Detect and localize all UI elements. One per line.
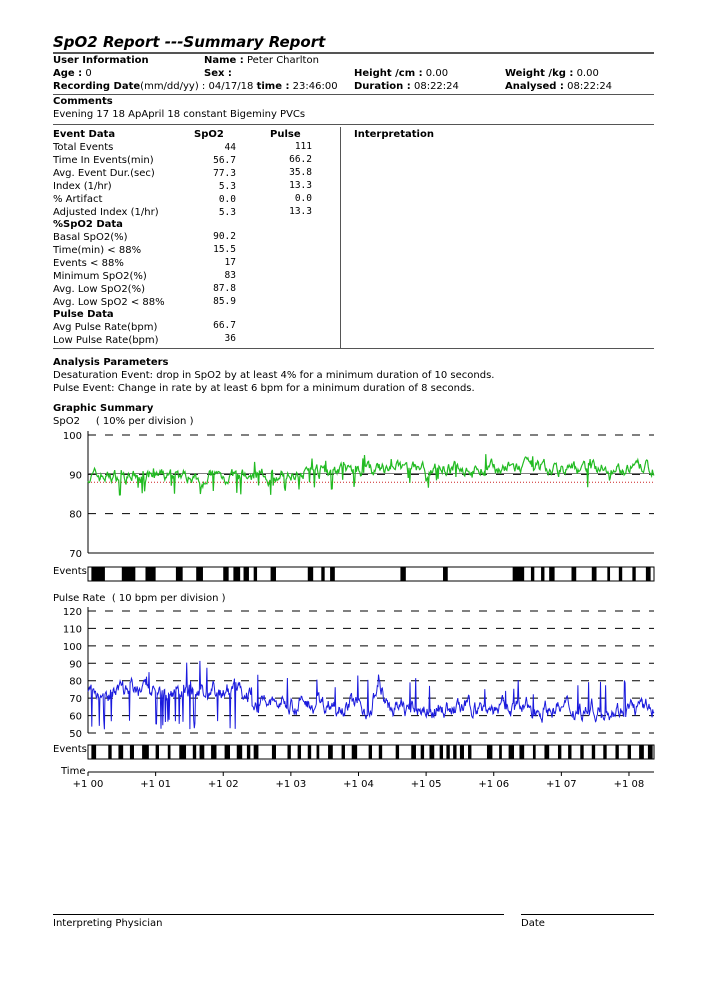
event-row-spo2: 44 <box>224 142 236 153</box>
spo2-events-event-mark <box>646 567 651 581</box>
pulse-row-label: Low Pulse Rate(bpm) <box>53 335 159 346</box>
report-title: SpO2 Report ---Summary Report <box>53 33 326 51</box>
spo2-row-value: 83 <box>224 270 236 281</box>
pulse-events-event-mark <box>179 745 186 759</box>
height-label: Height /cm : <box>354 68 423 79</box>
spo2-events-event-mark <box>400 567 405 581</box>
user-info-heading: User Information <box>53 55 149 66</box>
pulse-events-event-mark <box>487 745 492 759</box>
time-tick-label: +1 07 <box>546 779 577 790</box>
pulse-events-event-mark <box>648 745 653 759</box>
spo2-events-event-mark <box>607 567 610 581</box>
physician-signature-line <box>53 914 504 915</box>
pulse-events-event-mark <box>446 745 449 759</box>
spo2-chart-label: SpO2 <box>53 416 80 427</box>
spo2-events-event-mark <box>244 567 249 581</box>
event-row-pulse: 66.2 <box>289 154 312 165</box>
pulse-events-event-mark <box>142 745 149 759</box>
pulse-events-event-mark <box>200 745 205 759</box>
duration-value: 08:22:24 <box>413 81 459 92</box>
pulse-events-event-mark <box>91 745 96 759</box>
spo2-events-event-mark <box>196 567 203 581</box>
analysed-label: Analysed : <box>505 81 564 92</box>
spo2-events-event-mark <box>308 567 313 581</box>
spo2-events-event-mark <box>321 567 324 581</box>
pulse-row-value: 36 <box>224 333 236 344</box>
pulse-events-event-mark <box>193 745 196 759</box>
pulse-events-event-mark <box>130 745 134 759</box>
spo2-row-label: Basal SpO2(%) <box>53 232 128 243</box>
pulse-events-event-mark <box>544 745 549 759</box>
weight-value: 0.00 <box>576 68 599 79</box>
pulse-events-event-mark <box>317 745 320 759</box>
spo2-data-heading: %SpO2 Data <box>53 219 123 230</box>
comments-text: Evening 17 18 ApApril 18 constant Bigeminy PVCs <box>53 109 306 120</box>
pulse-row-value: 66.7 <box>213 320 236 331</box>
pulse-events-event-mark <box>499 745 502 759</box>
pulse-events-event-mark <box>287 745 290 759</box>
date-signature-line <box>521 914 654 915</box>
time-tick-label: +1 06 <box>478 779 510 790</box>
analysis-heading: Analysis Parameters <box>53 357 169 368</box>
spo2-events-event-mark <box>549 567 554 581</box>
pulse-events-event-mark <box>411 745 416 759</box>
pulse-events-event-mark <box>639 745 644 759</box>
pulse-series-line <box>88 661 654 729</box>
pulse-ytick-label: 60 <box>69 711 82 723</box>
physician-label: Interpreting Physician <box>53 918 163 929</box>
pulse-division-label: ( 10 bpm per division ) <box>111 593 226 604</box>
pulse-chart-label: Pulse Rate <box>53 593 106 604</box>
spo2-events-event-mark <box>254 567 257 581</box>
pulse-events-event-mark <box>168 745 171 759</box>
name-label: Name : <box>204 55 244 66</box>
time-value: 23:46:00 <box>292 81 338 92</box>
time-label: time : <box>256 81 290 92</box>
spo2-events-event-mark <box>541 567 544 581</box>
spo2-ytick-label: 70 <box>69 549 82 560</box>
spo2-events-strip <box>88 567 654 581</box>
pulse-events-event-mark <box>328 745 333 759</box>
event-row-spo2: 0.0 <box>218 194 236 205</box>
pulse-events-event-mark <box>468 745 471 759</box>
event-row-pulse: 13.3 <box>289 180 312 191</box>
pulse-events-event-mark <box>342 745 345 759</box>
spo2-row-label: Time(min) < 88% <box>53 245 142 256</box>
sex-label: Sex : <box>204 68 232 79</box>
pulse-events-event-mark <box>429 745 434 759</box>
spo2-events-event-mark <box>233 567 240 581</box>
time-tick-label: +1 08 <box>613 779 645 790</box>
spo2-events-event-mark <box>513 567 524 581</box>
time-tick-label: +1 05 <box>410 779 442 790</box>
pulse-events-event-mark <box>615 745 618 759</box>
time-tick-label: +1 02 <box>207 779 239 790</box>
date-label: Date <box>521 918 545 929</box>
pulse-events-event-mark <box>237 745 242 759</box>
spo2-events-label: Events <box>53 566 87 577</box>
spo2-row-label: Avg. Low SpO2(%) <box>53 284 145 295</box>
pulse-data-heading: Pulse Data <box>53 309 114 320</box>
time-axis <box>73 772 654 790</box>
event-row-spo2: 77.3 <box>213 168 236 179</box>
event-row-spo2: 5.3 <box>218 181 236 192</box>
event-row-label: Adjusted Index (1/hr) <box>53 207 159 218</box>
pulse-column-header: Pulse <box>270 129 301 140</box>
pulse-events-event-mark <box>603 745 606 759</box>
pulse-events-event-mark <box>211 745 216 759</box>
desaturation-description: Desaturation Event: drop in SpO2 by at least 4% for a minimum duration of 10 seconds. <box>53 370 495 381</box>
event-row-spo2: 5.3 <box>218 207 236 218</box>
pulse-events-event-mark <box>533 745 536 759</box>
pulse-events-event-mark <box>298 745 301 759</box>
pulse-events-event-mark <box>118 745 123 759</box>
event-row-pulse: 35.8 <box>289 167 312 178</box>
pulse-events-event-mark <box>225 745 230 759</box>
recording-date-value: 04/17/18 <box>208 81 254 92</box>
spo2-events-event-mark <box>531 567 534 581</box>
pulse-events-event-mark <box>369 745 372 759</box>
pulse-ytick-label: 120 <box>62 607 82 618</box>
pulse-event-description: Pulse Event: Change in rate by at least 6 bpm for a minimum duration of 8 seconds. <box>53 383 475 394</box>
analysed-value: 08:22:24 <box>567 81 613 92</box>
spo2-ytick-label: 80 <box>69 509 82 521</box>
spo2-events-frame <box>88 567 654 581</box>
recording-date-format: (mm/dd/yy) : <box>140 81 206 92</box>
pulse-events-event-mark <box>352 745 357 759</box>
pulse-events-label: Events <box>53 744 87 755</box>
event-row-label: Total Events <box>53 142 114 153</box>
pulse-events-event-mark <box>453 745 456 759</box>
spo2-row-value: 90.2 <box>213 231 236 242</box>
pulse-events-event-mark <box>272 745 276 759</box>
time-tick-label: +1 03 <box>275 779 307 790</box>
pulse-events-event-mark <box>592 745 595 759</box>
spo2-events-event-mark <box>223 567 228 581</box>
spo2-events-event-mark <box>271 567 276 581</box>
spo2-row-label: Events < 88% <box>53 258 124 269</box>
event-row-label: % Artifact <box>53 194 103 205</box>
event-row-label: Index (1/hr) <box>53 181 112 192</box>
comments-heading: Comments <box>53 96 113 107</box>
pulse-events-event-mark <box>460 745 464 759</box>
pulse-ytick-label: 90 <box>69 659 82 671</box>
pulse-events-event-mark <box>247 745 250 759</box>
pulse-events-event-mark <box>156 745 159 759</box>
pulse-events-event-mark <box>396 745 399 759</box>
graphic-summary-heading: Graphic Summary <box>53 403 154 414</box>
event-row-label: Time In Events(min) <box>53 155 154 166</box>
pulse-events-event-mark <box>580 745 583 759</box>
pulse-ytick-label: 80 <box>69 676 82 688</box>
spo2-row-label: Minimum SpO2(%) <box>53 271 147 282</box>
spo2-ytick-label: 100 <box>62 431 82 442</box>
name-value: Peter Charlton <box>247 55 319 66</box>
pulse-events-event-mark <box>628 745 631 759</box>
event-row-spo2: 56.7 <box>213 155 236 166</box>
age-value: 0 <box>85 68 92 79</box>
event-row-pulse: 13.3 <box>289 206 312 217</box>
spo2-events-event-mark <box>122 567 136 581</box>
spo2-events-event-mark <box>632 567 635 581</box>
spo2-row-value: 85.9 <box>213 296 236 307</box>
pulse-events-event-mark <box>308 745 311 759</box>
pulse-events-event-mark <box>379 745 382 759</box>
spo2-column-header: SpO2 <box>194 129 224 140</box>
spo2-events-event-mark <box>91 567 105 581</box>
time-tick-label: +1 00 <box>72 779 104 790</box>
pulse-events-event-mark <box>558 745 561 759</box>
pulse-ytick-label: 70 <box>69 694 82 706</box>
spo2-events-event-mark <box>443 567 448 581</box>
spo2-events-event-mark <box>592 567 597 581</box>
event-data-heading: Event Data <box>53 129 116 140</box>
pulse-events-event-mark <box>568 745 571 759</box>
pulse-ytick-label: 110 <box>62 624 82 636</box>
pulse-events-event-mark <box>509 745 514 759</box>
event-row-label: Avg. Event Dur.(sec) <box>53 168 155 179</box>
spo2-chart <box>63 431 654 560</box>
time-tick-label: +1 04 <box>343 779 374 790</box>
recording-date-label: Recording Date <box>53 81 141 92</box>
spo2-row-label: Avg. Low SpO2 < 88% <box>53 297 165 308</box>
spo2-row-value: 17 <box>224 257 236 268</box>
weight-label: Weight /kg : <box>505 68 574 79</box>
spo2-row-value: 15.5 <box>213 244 236 255</box>
pulse-events-event-mark <box>108 745 111 759</box>
duration-label: Duration : <box>354 81 411 92</box>
time-axis-label: Time <box>61 766 86 777</box>
interpretation-heading: Interpretation <box>354 129 434 140</box>
spo2-events-event-mark <box>572 567 577 581</box>
spo2-ytick-label: 90 <box>69 470 82 482</box>
spo2-events-event-mark <box>176 567 183 581</box>
pulse-events-event-mark <box>254 745 259 759</box>
spo2-events-event-mark <box>619 567 622 581</box>
spo2-row-value: 87.8 <box>213 283 236 294</box>
pulse-events-strip <box>88 745 654 759</box>
age-label: Age : <box>53 68 83 79</box>
spo2-division-label: ( 10% per division ) <box>95 416 194 427</box>
pulse-row-label: Avg Pulse Rate(bpm) <box>53 322 158 333</box>
pulse-ytick-label: 50 <box>69 729 82 740</box>
pulse-events-event-mark <box>421 745 424 759</box>
height-value: 0.00 <box>425 68 449 79</box>
pulse-ytick-label: 100 <box>62 641 82 653</box>
spo2-events-event-mark <box>145 567 155 581</box>
spo2-events-event-mark <box>330 567 335 581</box>
pulse-chart <box>63 607 654 740</box>
time-tick-label: +1 01 <box>140 779 171 790</box>
pulse-events-event-mark <box>440 745 443 759</box>
event-row-pulse: 111 <box>294 141 312 152</box>
pulse-events-event-mark <box>519 745 524 759</box>
event-row-pulse: 0.0 <box>294 193 312 204</box>
